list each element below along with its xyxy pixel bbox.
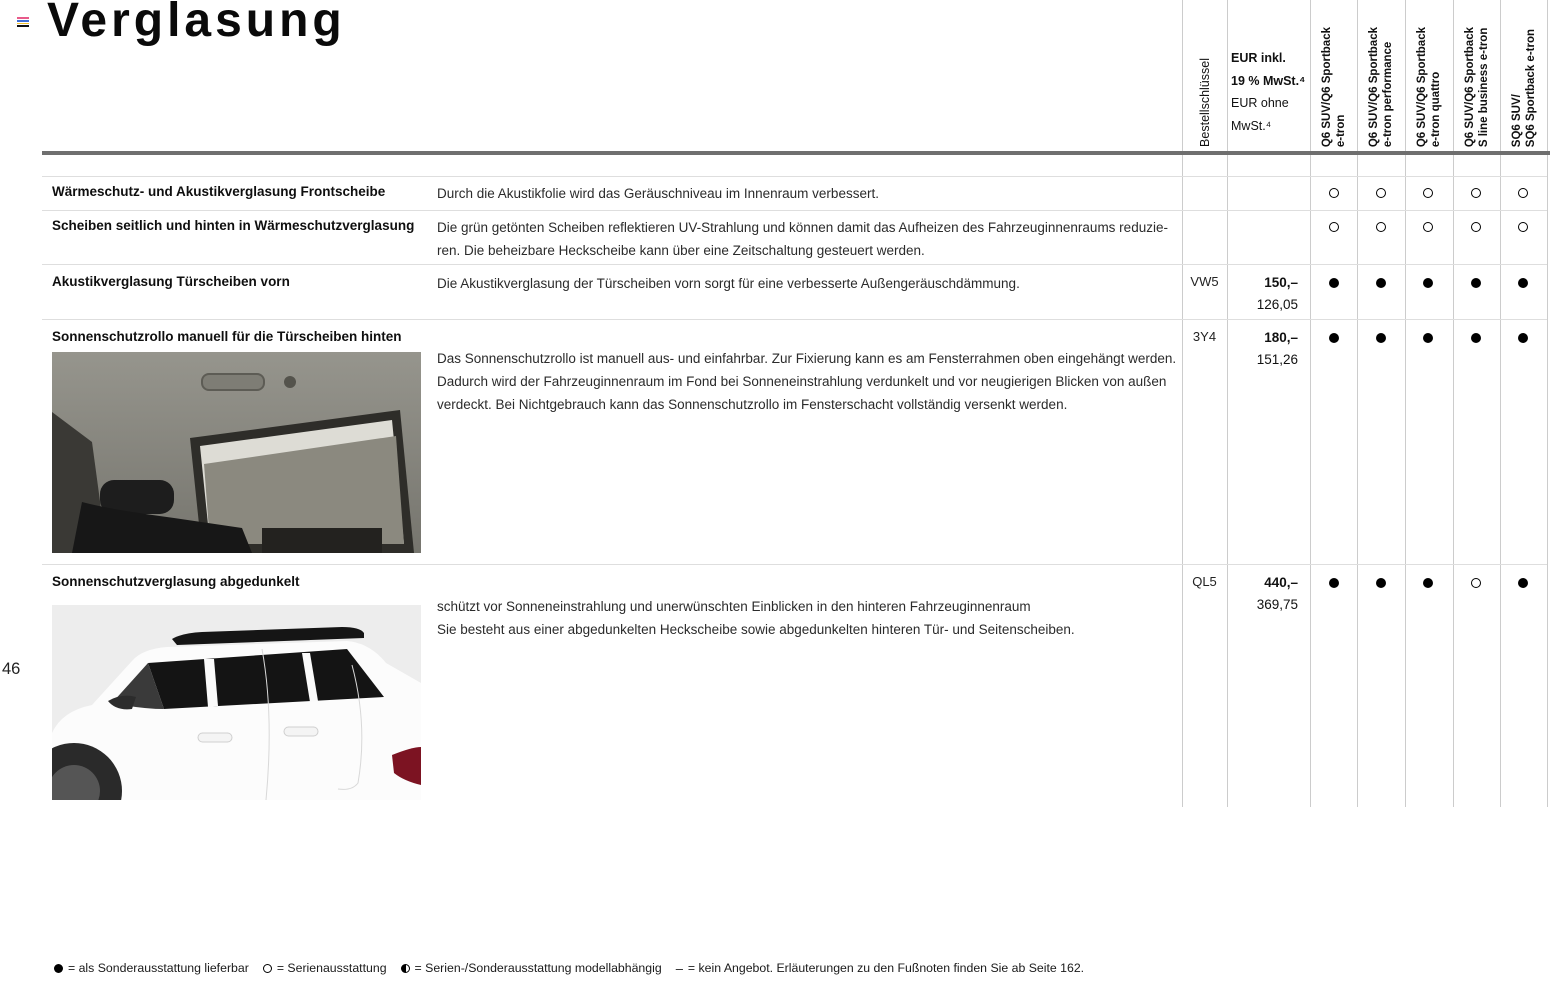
model-label-line: Q6 SUV/Q6 Sportback bbox=[1368, 26, 1380, 147]
price-gross: 180,– bbox=[1264, 330, 1298, 345]
dash-icon: – bbox=[675, 960, 683, 976]
filled-circle-marker bbox=[1329, 333, 1339, 343]
filled-circle-marker bbox=[1423, 278, 1433, 288]
open-circle-marker bbox=[1423, 188, 1433, 198]
open-circle-marker bbox=[1376, 188, 1386, 198]
header-price-column bbox=[1231, 47, 1305, 137]
row-divider bbox=[42, 564, 1547, 565]
order-code: 3Y4 bbox=[1192, 329, 1217, 344]
filled-circle-marker bbox=[1518, 333, 1528, 343]
option-description: Die Akustikverglasung der Türscheiben vorn sorgt für eine verbesserte Außengeräuschdämmung. bbox=[437, 276, 1020, 291]
filled-circle-marker bbox=[1329, 578, 1339, 588]
option-title: Akustikverglasung Türscheiben vorn bbox=[52, 274, 290, 289]
color-stripes-icon bbox=[17, 17, 29, 27]
filled-circle-marker bbox=[1423, 578, 1433, 588]
filled-circle-marker bbox=[1376, 578, 1386, 588]
row-divider bbox=[42, 176, 1547, 177]
filled-circle-marker bbox=[1376, 333, 1386, 343]
option-title: Scheiben seitlich und hinten in Wärmeschutzverglasung bbox=[52, 218, 415, 233]
filled-circle-marker bbox=[1471, 333, 1481, 343]
open-circle-marker bbox=[1471, 222, 1481, 232]
price-gross: 440,– bbox=[1264, 575, 1298, 590]
legend-item: = Serien-/Sonderausstattung modellabhängig bbox=[401, 961, 662, 975]
model-label-line: e-tron quattro bbox=[1430, 71, 1442, 147]
open-circle-marker bbox=[1471, 188, 1481, 198]
open-circle-icon bbox=[263, 964, 272, 973]
order-code: QL5 bbox=[1192, 574, 1217, 589]
filled-circle-marker bbox=[1376, 278, 1386, 288]
price-net: 126,05 bbox=[1256, 297, 1298, 312]
price-header-line: MwSt.⁴ bbox=[1231, 118, 1272, 133]
order-code: VW5 bbox=[1190, 274, 1219, 289]
header-model-sq6-etron bbox=[1500, 0, 1547, 147]
availability-markers bbox=[1310, 222, 1547, 232]
filled-circle-marker bbox=[1471, 278, 1481, 288]
header-order-code-column bbox=[1182, 0, 1227, 147]
half-circle-icon bbox=[401, 964, 410, 973]
model-label-line: Q6 SUV/Q6 Sportback bbox=[1416, 26, 1428, 147]
price-net: 369,75 bbox=[1256, 597, 1298, 612]
price-cell bbox=[1227, 272, 1298, 316]
legend-item: = Serienausstattung bbox=[263, 961, 387, 975]
model-label-line: Q6 SUV/Q6 Sportback bbox=[1320, 26, 1333, 147]
option-title: Sonnenschutzverglasung abgedunkelt bbox=[52, 574, 300, 589]
option-description: Durch die Akustikfolie wird das Geräuschniveau im Innenraum verbessert. bbox=[437, 186, 879, 201]
option-title: Sonnenschutzrollo manuell für die Türscheiben hinten bbox=[52, 329, 402, 344]
header-model-q6-etron-quattro bbox=[1405, 0, 1453, 147]
header-model-q6-etron bbox=[1310, 0, 1357, 147]
column-divider bbox=[1547, 0, 1548, 807]
header-model-q6-etron-performance bbox=[1357, 0, 1405, 147]
open-circle-marker bbox=[1329, 188, 1339, 198]
footnote-legend bbox=[54, 961, 1084, 975]
filled-circle-icon bbox=[54, 964, 63, 973]
filled-circle-marker bbox=[1329, 278, 1339, 288]
legend-item: = als Sonderausstattung lieferbar bbox=[54, 961, 249, 975]
availability-markers bbox=[1310, 278, 1547, 288]
option-description: Das Sonnenschutzrollo ist manuell aus- und einfahrbar. Zur Fixierung kann es am Fensterrahmen oben eingehängt werden. Dadurch wird der Fahrzeuginnenraum im Fond bei Sonneneinstrahlung verdunkelt und vor neugierigen Blicken von außen verdeckt. Bei Nichtgebrauch kann das Sonnenschutzrollo im Fensterschacht vollständig versenkt werden. bbox=[437, 351, 1177, 412]
model-label-line: S line business e-tron bbox=[1477, 27, 1490, 147]
availability-markers bbox=[1310, 188, 1547, 198]
filled-circle-marker bbox=[1423, 333, 1433, 343]
price-header-line: EUR inkl. bbox=[1231, 51, 1286, 65]
price-header-line: EUR ohne bbox=[1231, 96, 1289, 110]
open-circle-marker bbox=[1423, 222, 1433, 232]
row-divider bbox=[42, 319, 1547, 320]
open-circle-marker bbox=[1329, 222, 1339, 232]
model-label-line: SQ6 Sportback e-tron bbox=[1524, 28, 1537, 147]
row-divider bbox=[42, 210, 1547, 211]
open-circle-marker bbox=[1518, 222, 1528, 232]
price-header-line: 19 % MwSt.⁴ bbox=[1231, 73, 1306, 88]
model-label-line: e-tron performance bbox=[1382, 41, 1394, 147]
legend-item: – = kein Angebot. Erläuterungen zu den Fußnoten finden Sie ab Seite 162. bbox=[675, 960, 1085, 976]
availability-markers bbox=[1310, 333, 1547, 343]
tinted-glass-exterior-photo bbox=[52, 605, 421, 800]
page-title: Verglasung bbox=[47, 0, 346, 47]
price-gross: 150,– bbox=[1264, 275, 1298, 290]
price-cell bbox=[1227, 327, 1298, 371]
price-net: 151,26 bbox=[1256, 352, 1298, 367]
open-circle-marker bbox=[1518, 188, 1528, 198]
page-number: 46 bbox=[2, 660, 21, 678]
header-rule bbox=[42, 151, 1550, 155]
option-description: schützt vor Sonneneinstrahlung und unerwünschten Einblicken in den hinteren Fahrzeuginnenraum Sie besteht aus einer abgedunkelten Heckscheibe sowie abgedunkelten hinteren Tür- und Seitenscheiben. bbox=[437, 599, 1075, 637]
sunshade-interior-photo bbox=[52, 352, 421, 553]
column-divider bbox=[1227, 0, 1228, 807]
option-title: Wärmeschutz- und Akustikverglasung Frontscheibe bbox=[52, 184, 386, 199]
model-label-line: e-tron bbox=[1334, 114, 1347, 147]
open-circle-marker bbox=[1376, 222, 1386, 232]
availability-markers bbox=[1310, 578, 1547, 588]
filled-circle-marker bbox=[1518, 278, 1528, 288]
filled-circle-marker bbox=[1518, 578, 1528, 588]
order-code-column-label: Bestellschlüssel bbox=[1197, 58, 1212, 147]
row-divider bbox=[42, 264, 1547, 265]
header-model-q6-sline-business bbox=[1453, 0, 1500, 147]
model-label-line: Q6 SUV/Q6 Sportback bbox=[1463, 26, 1476, 147]
option-description: Die grün getönten Scheiben reflektieren UV-Strahlung und können damit das Aufheizen des Fahrzeuginnenraums reduzie- ren. Die beheizbare Heckscheibe kann über eine Zeitschaltung gesteuert werden. bbox=[437, 220, 1168, 258]
model-label-line: SQ6 SUV/ bbox=[1510, 93, 1523, 147]
price-cell bbox=[1227, 572, 1298, 616]
open-circle-marker bbox=[1471, 578, 1481, 588]
